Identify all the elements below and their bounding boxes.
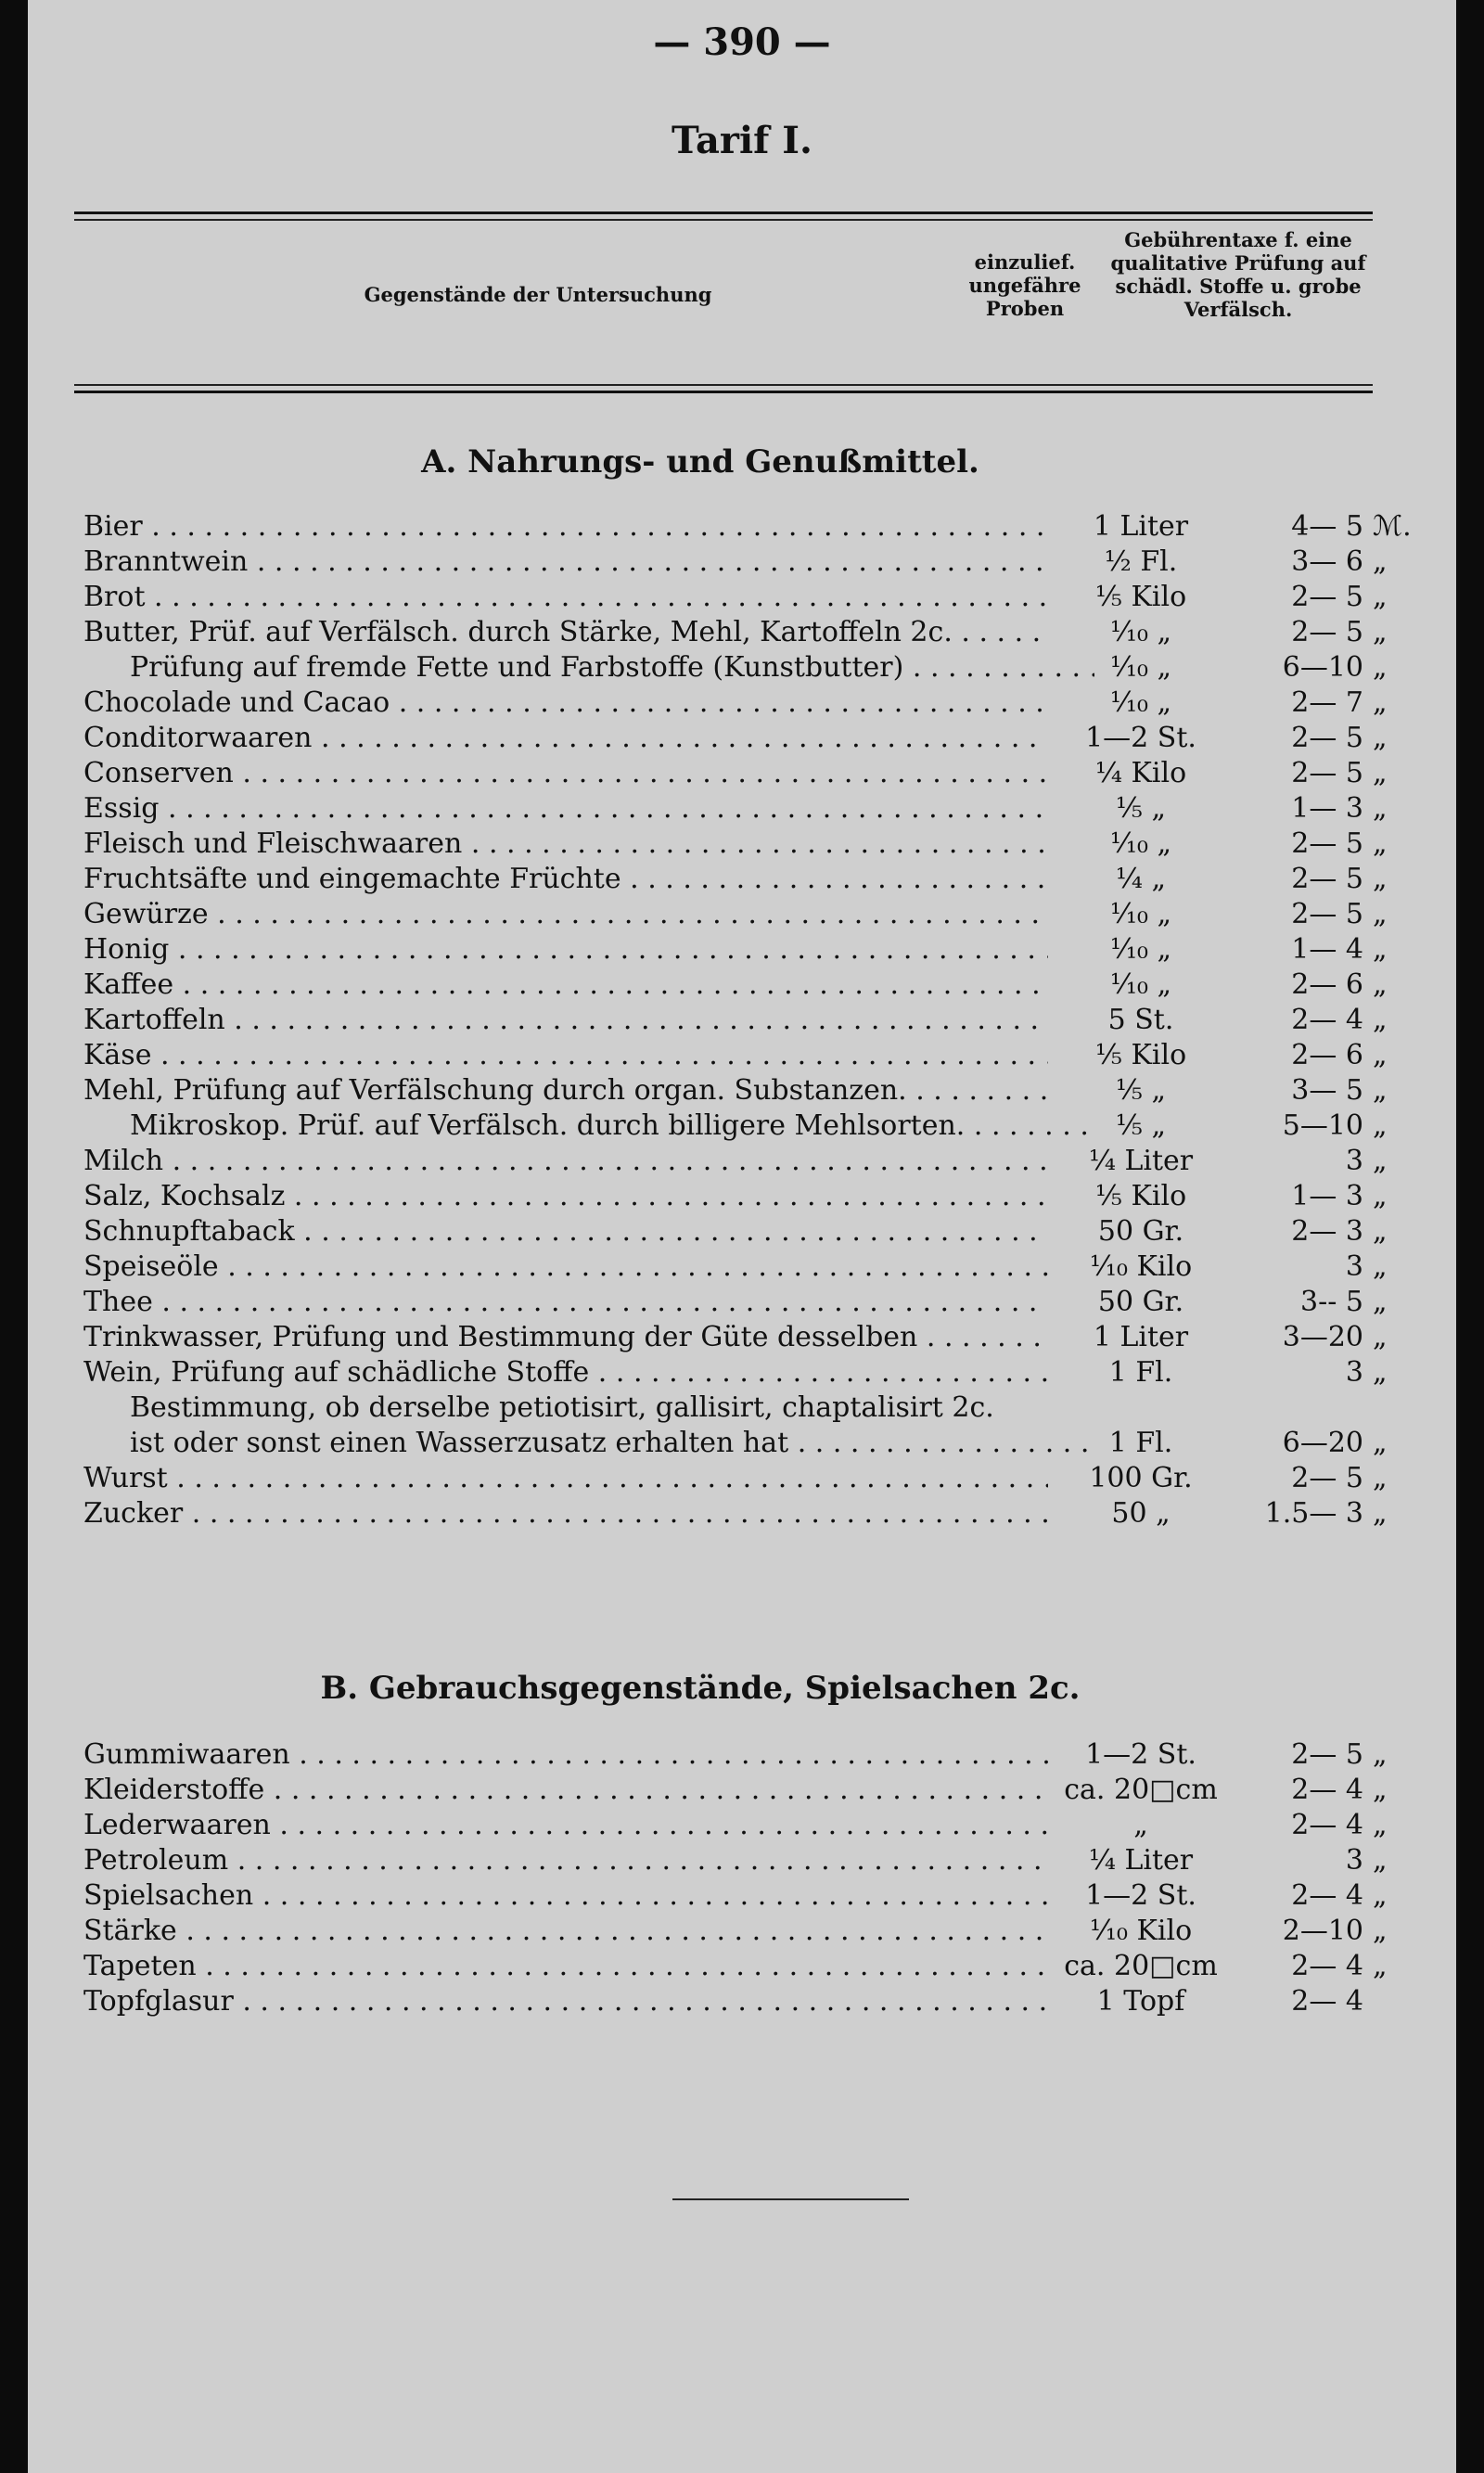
item-fee: 2— 5 [1291, 827, 1363, 860]
item-name: Mikroskop. Prüf. auf Verfälsch. durch billigere Mehlsorten. . . . [83, 1108, 1094, 1145]
item-sample: ⅕ „ [1115, 792, 1167, 825]
item-sample: 1 Liter [1093, 1321, 1189, 1353]
tariff-row [83, 1390, 1401, 1427]
item-unit: „ [1373, 898, 1388, 930]
item-unit: „ [1373, 1879, 1388, 1912]
item-unit: „ [1373, 863, 1388, 895]
item-fee: 3— 5 [1291, 1074, 1363, 1107]
item-unit: „ [1373, 1915, 1388, 1947]
item-unit: „ [1373, 1809, 1388, 1841]
item-name: Kleiderstoffe . . . [83, 1772, 1048, 1809]
item-fee: 1— 3 [1291, 1180, 1363, 1212]
item-fee: 2— 4 [1291, 1809, 1363, 1841]
item-name: Mehl, Prüfung auf Verfälschung durch organ. Substanzen. . . . [83, 1072, 1048, 1109]
item-fee: 6—20 [1282, 1427, 1363, 1459]
item-name: Bestimmung, ob derselbe petiotisirt, gallisirt, chaptalisirt 2c. [130, 1391, 994, 1424]
item-sample: ⅒ Kilo [1089, 1250, 1193, 1283]
item-fee: 2— 5 [1291, 757, 1363, 789]
tariff-row [83, 1807, 1401, 1844]
item-sample: ⅕ „ [1115, 1074, 1167, 1107]
tariff-row [83, 720, 1401, 757]
column-header-subject: Gegenstände der Untersuchung [364, 283, 712, 306]
item-sample: ¼ Kilo [1094, 757, 1187, 789]
item-sample: ⅕ „ [1115, 1109, 1167, 1142]
item-name: Käse . . . [83, 1037, 1048, 1074]
tariff-row [83, 1877, 1401, 1915]
item-unit: „ [1373, 722, 1388, 754]
page [28, 0, 1456, 2473]
tariff-row [83, 1108, 1401, 1145]
tariff-row [83, 544, 1401, 581]
item-fee: 2— 6 [1291, 968, 1363, 1001]
item-unit: „ [1373, 1427, 1388, 1459]
tariff-row [83, 579, 1401, 616]
item-unit: „ [1373, 1215, 1388, 1248]
tariff-row [83, 685, 1401, 722]
tariff-row [83, 967, 1401, 1004]
item-name: Schnupftaback . . . [83, 1213, 1048, 1250]
item-fee: 2— 4 [1291, 1004, 1363, 1036]
item-unit: „ [1373, 1950, 1388, 1982]
item-sample: 100 Gr. [1089, 1462, 1193, 1494]
item-name: Salz, Kochsalz . . . [83, 1178, 1048, 1215]
item-sample: ⅒ „ [1109, 898, 1172, 930]
tariff-row [83, 1460, 1401, 1497]
item-fee: 3 [1345, 1250, 1363, 1283]
item-unit: „ [1373, 1250, 1388, 1283]
item-name: Trinkwasser, Prüfung und Bestimmung der Güte desselben . . . [83, 1319, 1048, 1356]
item-name: Conditorwaaren . . . [83, 720, 1048, 757]
item-unit: „ [1373, 1738, 1388, 1771]
item-name: Conserven . . . [83, 755, 1048, 792]
item-fee: 2— 5 [1291, 863, 1363, 895]
header-rule-top [74, 211, 1373, 214]
item-fee: 4— 5 [1291, 510, 1363, 543]
item-sample: ⅕ Kilo [1094, 581, 1187, 613]
item-unit: „ [1373, 545, 1388, 578]
item-fee: 2— 5 [1291, 1738, 1363, 1771]
page-title: Tarif I. [672, 119, 812, 162]
item-sample: ⅒ „ [1109, 968, 1172, 1001]
item-name: Topfglasur . . . [83, 1983, 1048, 2020]
column-header-fee: Gebührentaxe f. eine qualitative Prüfung auf schädl. Stoffe u. grobe Verfälsch. [1110, 228, 1366, 321]
item-fee: 2— 5 [1291, 1462, 1363, 1494]
header-rule-top-thin [74, 219, 1373, 221]
tariff-row [83, 1948, 1401, 1985]
item-fee: 6—10 [1282, 651, 1363, 684]
item-sample: 1 Liter [1093, 510, 1189, 543]
item-name: Tapeten . . . [83, 1948, 1048, 1985]
item-unit: „ [1373, 1844, 1388, 1877]
item-unit: ℳ. [1373, 510, 1412, 543]
item-sample: ⅒ „ [1109, 933, 1172, 966]
tariff-row [83, 1495, 1401, 1532]
item-name: Lederwaaren . . . [83, 1807, 1048, 1844]
item-sample: 1—2 St. [1085, 1879, 1196, 1912]
tariff-row [83, 1772, 1401, 1809]
item-unit: „ [1373, 1145, 1388, 1177]
item-fee: 2— 3 [1291, 1215, 1363, 1248]
item-name: Wurst . . . [83, 1460, 1048, 1497]
item-fee: 3 [1345, 1356, 1363, 1389]
item-unit: „ [1373, 933, 1388, 966]
item-sample: 5 St. [1107, 1004, 1174, 1036]
item-unit: „ [1373, 1497, 1388, 1530]
tariff-row [83, 896, 1401, 933]
item-name: Speiseöle . . . [83, 1249, 1048, 1286]
tariff-row [83, 755, 1401, 792]
tariff-row [83, 1425, 1401, 1462]
item-name: Branntwein . . . [83, 544, 1048, 581]
item-fee: 1.5— 3 [1264, 1497, 1363, 1530]
item-fee: 2— 4 [1291, 1950, 1363, 1982]
tariff-row [83, 1213, 1401, 1250]
tariff-row [83, 508, 1412, 545]
item-sample: ⅒ „ [1109, 686, 1172, 719]
header-rule-bottom-thin [74, 384, 1373, 386]
item-unit: „ [1373, 827, 1388, 860]
end-rule [672, 2198, 909, 2200]
item-name: Prüfung auf fremde Fette und Farbstoffe (Kunstbutter) . . . [83, 649, 1094, 686]
item-fee: 2— 4 [1291, 1774, 1363, 1806]
tariff-row [83, 1178, 1401, 1215]
tariff-row [83, 1143, 1401, 1180]
item-fee: 2— 5 [1291, 616, 1363, 648]
item-fee: 3—20 [1282, 1321, 1363, 1353]
section-b-heading: B. Gebrauchsgegenstände, Spielsachen 2c. [320, 1670, 1081, 1707]
item-name: Stärke . . . [83, 1913, 1048, 1950]
tariff-row [83, 1284, 1401, 1321]
item-sample: ¼ Liter [1088, 1145, 1194, 1177]
item-sample: 1 Fl. [1108, 1427, 1173, 1459]
item-unit: „ [1373, 1109, 1388, 1142]
tariff-row [83, 1736, 1401, 1774]
item-sample: ⅕ Kilo [1094, 1180, 1187, 1212]
item-fee: 1— 4 [1291, 933, 1363, 966]
tariff-row [83, 614, 1401, 651]
item-sample: 50 „ [1111, 1497, 1171, 1530]
item-unit: „ [1373, 1074, 1388, 1107]
item-fee: 3 [1345, 1844, 1363, 1877]
item-fee: 5—10 [1282, 1109, 1363, 1142]
item-sample: 1—2 St. [1085, 722, 1196, 754]
item-unit: „ [1373, 1180, 1388, 1212]
item-name: Bier . . . [83, 508, 1048, 545]
item-name: Wein, Prüfung auf schädliche Stoffe . . . [83, 1354, 1048, 1391]
item-name: Butter, Prüf. auf Verfälsch. durch Stärke, Mehl, Kartoffeln 2c. . . . [83, 614, 1048, 651]
tariff-row [83, 1249, 1401, 1286]
item-sample: 50 Gr. [1097, 1286, 1184, 1318]
item-unit: „ [1373, 1039, 1388, 1071]
item-name: Kartoffeln . . . [83, 1002, 1048, 1039]
item-unit: „ [1373, 1462, 1388, 1494]
item-unit: „ [1373, 1321, 1388, 1353]
item-unit: „ [1373, 1004, 1388, 1036]
item-name: Fleisch und Fleischwaaren . . . [83, 826, 1048, 863]
tariff-row [83, 1072, 1401, 1109]
item-fee: 2— 7 [1291, 686, 1363, 719]
item-sample: ⅒ Kilo [1089, 1915, 1193, 1947]
item-fee: 2—10 [1282, 1915, 1363, 1947]
item-fee: 2— 4 [1291, 1879, 1363, 1912]
item-name: Gummiwaaren . . . [83, 1736, 1048, 1774]
item-unit: „ [1373, 686, 1388, 719]
item-sample: ca. 20□cm [1064, 1774, 1218, 1806]
tariff-row [83, 861, 1401, 898]
item-fee: 2— 4 [1291, 1985, 1363, 2018]
tariff-row [83, 649, 1401, 686]
tariff-row [83, 1983, 1401, 2020]
item-fee: 2— 6 [1291, 1039, 1363, 1071]
page-number: — 390 — [653, 20, 831, 64]
tariff-row [83, 1002, 1401, 1039]
item-fee: 3 [1345, 1145, 1363, 1177]
item-name: Honig . . . [83, 931, 1048, 968]
tariff-row [83, 826, 1401, 863]
item-name: Spielsachen . . . [83, 1877, 1048, 1915]
item-sample: 1 Topf [1096, 1985, 1185, 2018]
item-sample: 1—2 St. [1085, 1738, 1196, 1771]
item-unit: „ [1373, 968, 1388, 1001]
item-name: Thee . . . [83, 1284, 1048, 1321]
column-header-samples: einzulief. ungefähre Proben [968, 250, 1081, 320]
section-a-heading: A. Nahrungs- und Genußmittel. [421, 443, 979, 481]
item-sample: ⅕ Kilo [1094, 1039, 1187, 1071]
item-fee: 3— 6 [1291, 545, 1363, 578]
item-sample: ½ Fl. [1104, 545, 1178, 578]
item-name: Kaffee . . . [83, 967, 1048, 1004]
item-sample: ¼ „ [1115, 863, 1167, 895]
item-unit: „ [1373, 616, 1388, 648]
item-name: Petroleum . . . [83, 1842, 1048, 1879]
item-sample: ⅒ „ [1109, 616, 1172, 648]
item-fee: 1— 3 [1291, 792, 1363, 825]
item-name: Zucker . . . [83, 1495, 1048, 1532]
tariff-row [83, 931, 1401, 968]
item-unit: „ [1373, 1774, 1388, 1806]
header-rule-bottom [74, 391, 1373, 393]
item-fee: 2— 5 [1291, 581, 1363, 613]
tariff-row [83, 1354, 1401, 1391]
item-name: Chocolade und Cacao . . . [83, 685, 1048, 722]
item-unit: „ [1373, 757, 1388, 789]
tariff-row [83, 1037, 1401, 1074]
item-sample: ca. 20□cm [1064, 1950, 1218, 1982]
item-sample: ⅒ „ [1109, 827, 1172, 860]
item-sample: ⅒ „ [1109, 651, 1172, 684]
tariff-row [83, 1319, 1401, 1356]
item-name: ist oder sonst einen Wasserzusatz erhalten hat . . . [83, 1425, 1094, 1462]
item-sample: 50 Gr. [1097, 1215, 1184, 1248]
item-sample: 1 Fl. [1108, 1356, 1173, 1389]
item-name: Milch . . . [83, 1143, 1048, 1180]
item-sample: ¼ Liter [1088, 1844, 1194, 1877]
item-unit: „ [1373, 651, 1388, 684]
item-fee: 2— 5 [1291, 898, 1363, 930]
item-unit: „ [1373, 1286, 1388, 1318]
item-name: Fruchtsäfte und eingemachte Früchte . . . [83, 861, 1048, 898]
tariff-row [83, 1913, 1401, 1950]
item-name: Brot . . . [83, 579, 1048, 616]
tariff-row [83, 790, 1401, 827]
item-unit: „ [1373, 581, 1388, 613]
item-unit: „ [1373, 1356, 1388, 1389]
tariff-row [83, 1842, 1401, 1879]
item-unit: „ [1373, 792, 1388, 825]
item-name: Gewürze . . . [83, 896, 1048, 933]
item-fee: 2— 5 [1291, 722, 1363, 754]
item-sample: „ [1133, 1809, 1148, 1841]
item-fee: 3-- 5 [1300, 1286, 1363, 1318]
item-name: Essig . . . [83, 790, 1048, 827]
